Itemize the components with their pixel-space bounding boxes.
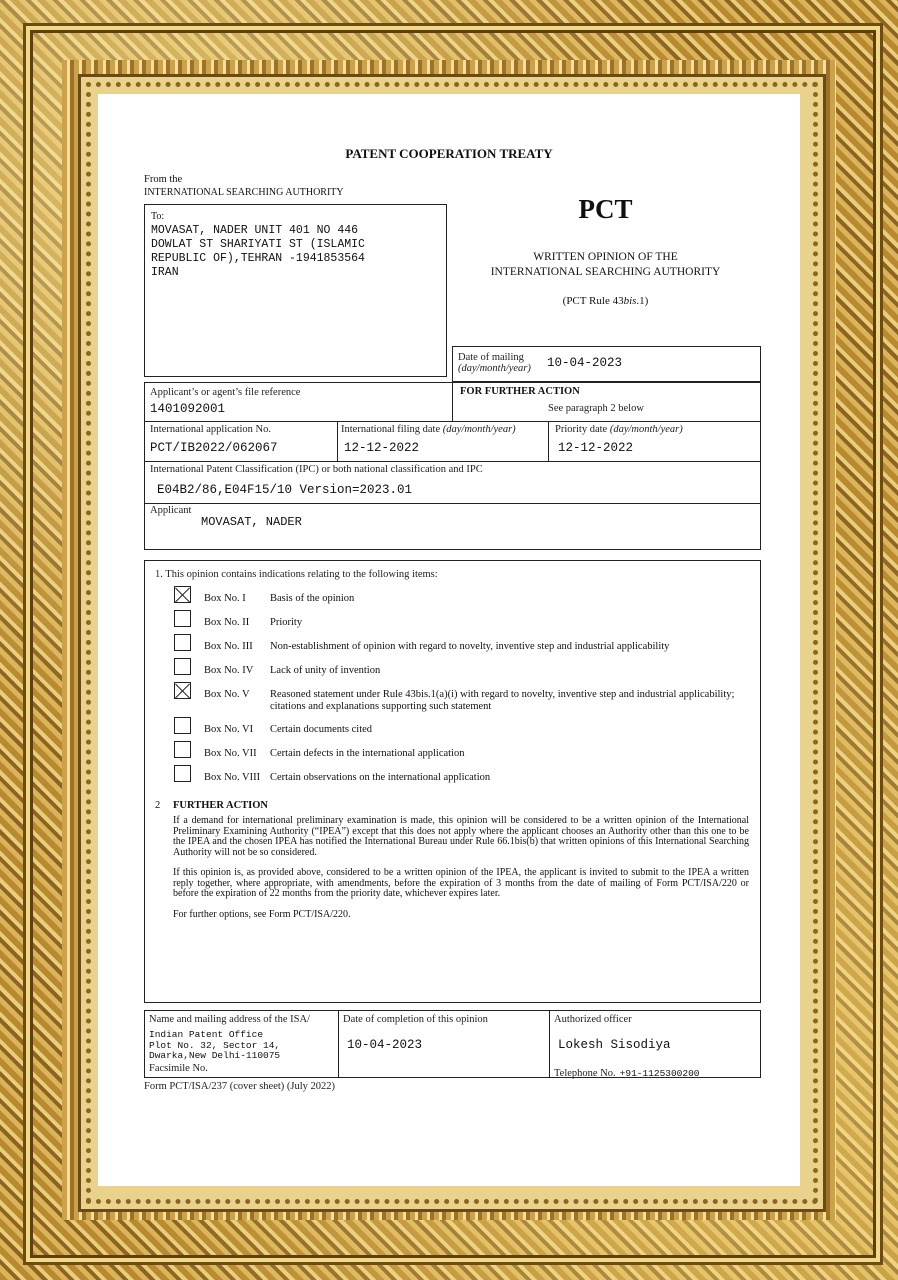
telephone-number: +91-1125300200 xyxy=(619,1068,700,1079)
address-line: REPUBLIC OF),TEHRAN -1941853564 xyxy=(151,252,365,265)
file-ref-label: Applicant’s or agent’s file reference xyxy=(150,387,301,398)
further-action-cell xyxy=(452,383,761,422)
item-desc: Certain documents cited xyxy=(270,724,373,735)
isa-address xyxy=(149,1030,280,1062)
item-box-no: Box No. I xyxy=(204,593,246,604)
app-no-value: PCT/IB2022/062067 xyxy=(150,441,278,455)
item-desc: Lack of unity of invention xyxy=(270,665,381,676)
officer-name: Lokesh Sisodiya xyxy=(558,1038,671,1052)
telephone-label: Telephone No. xyxy=(554,1068,616,1079)
mailing-date-format: (day/month/year) xyxy=(458,363,531,374)
filing-date-label: International filing date (day/month/year) xyxy=(341,424,516,435)
item-box-no: Box No. V xyxy=(204,689,250,700)
further-action-paragraph-3: For further options, see Form PCT/ISA/220. xyxy=(173,909,351,920)
facsimile-label: Facsimile No. xyxy=(149,1063,208,1074)
telephone-line xyxy=(554,1063,700,1081)
item-box-no: Box No. III xyxy=(204,641,253,652)
from-authority: INTERNATIONAL SEARCHING AUTHORITY xyxy=(144,187,344,198)
item-checkbox-box-iv xyxy=(174,658,191,675)
pct-heading: PCT xyxy=(578,194,633,224)
isa-label: Name and mailing address of the ISA/ xyxy=(149,1014,310,1025)
item-checkbox-box-iii xyxy=(174,634,191,651)
authorized-officer-cell xyxy=(549,1011,761,1077)
item-checkbox-box-i xyxy=(174,586,191,603)
file-ref-value: 1401092001 xyxy=(150,402,226,416)
ipc-label: International Patent Classification (IPC) or both national classification and IPC xyxy=(150,464,483,475)
items-intro: 1. This opinion contains indications relating to the following items: xyxy=(155,569,438,580)
item-box-no: Box No. VIII xyxy=(204,772,261,783)
item-desc: Priority xyxy=(270,617,303,628)
applicant-label: Applicant xyxy=(150,505,192,516)
item-desc: Basis of the opinion xyxy=(270,593,355,604)
item-box-no: Box No. II xyxy=(204,617,250,628)
further-action-label: FOR FURTHER ACTION xyxy=(460,386,580,397)
filing-date-cell xyxy=(337,421,549,462)
priority-date-label: Priority date (day/month/year) xyxy=(555,424,683,435)
applicant-cell xyxy=(145,503,761,549)
addressee-address xyxy=(151,224,365,280)
item-checkbox-box-vii xyxy=(174,741,191,758)
address-line: MOVASAT, NADER UNIT 401 NO 446 xyxy=(151,224,359,237)
mailing-date-box xyxy=(452,346,761,382)
completion-date-label: Date of completion of this opinion xyxy=(343,1014,488,1025)
completion-date: 10-04-2023 xyxy=(347,1038,423,1052)
priority-date-cell xyxy=(548,421,761,462)
app-no-cell xyxy=(145,421,338,462)
further-action-paragraph-2: If this opinion is, as provided above, considered to be a written opinion of the IPEA, the applicant is invited to submit to the IPEA a written reply together, where appropriate, with amendments, before the expiration of 3 months from the date of mailing of Form PCT/ISA/220 or before the expiration of 22 months from the priority date, whichever expires later. xyxy=(173,867,749,900)
item-checkbox-box-ii xyxy=(174,610,191,627)
mailing-date-label: Date of mailing xyxy=(458,352,524,363)
applicant-value: MOVASAT, NADER xyxy=(201,515,302,529)
file-ref-cell xyxy=(145,383,453,422)
doc-title-line1: WRITTEN OPINION OF THE xyxy=(533,251,678,263)
item-box-no: Box No. IV xyxy=(204,665,254,676)
item-checkbox-box-vi xyxy=(174,717,191,734)
application-info-grid xyxy=(144,382,761,550)
address-line: IRAN xyxy=(151,266,179,279)
authority-footer-grid xyxy=(144,1010,761,1078)
further-action-heading: FURTHER ACTION xyxy=(173,800,269,811)
priority-date-value: 12-12-2022 xyxy=(558,441,634,455)
opinion-items-box xyxy=(144,560,761,1003)
from-line: From the xyxy=(144,174,183,185)
isa-address-cell xyxy=(145,1011,339,1077)
mailing-date: 10-04-2023 xyxy=(547,356,623,370)
form-reference: Form PCT/ISA/237 (cover sheet) (July 2022) xyxy=(144,1081,336,1092)
ipc-value: E04B2/86,E04F15/10 Version=2023.01 xyxy=(157,483,413,497)
rule-reference: (PCT Rule 43bis.1) xyxy=(562,295,649,307)
item-checkbox-box-v xyxy=(174,682,191,699)
further-action-paragraph-1: If a demand for international preliminary examination is made, this opinion will be considered to be a written opinion of the International Preliminary Examining Authority (“IPEA”) except that this does not apply where the applicant chooses an Authority other than this one to be the IPEA and the chosen IPEA has notified the International Bureau under Rule 66.1bis(b) that written opinions of this International Searching Authority will not be so considered. xyxy=(173,815,749,858)
item-box-no: Box No. VI xyxy=(204,724,254,735)
isa-address-line: Dwarka,New Delhi-110075 xyxy=(149,1050,281,1061)
filing-date-value: 12-12-2022 xyxy=(344,441,420,455)
further-action-number: 2 xyxy=(155,800,161,811)
addressee-box xyxy=(144,204,447,377)
completion-date-cell xyxy=(338,1011,550,1077)
item-box-no: Box No. VII xyxy=(204,748,257,759)
item-desc: Certain defects in the international application xyxy=(270,748,465,759)
app-no-label: International application No. xyxy=(150,424,272,435)
item-desc: Certain observations on the international application xyxy=(270,772,491,783)
to-label: To: xyxy=(151,211,165,222)
officer-label: Authorized officer xyxy=(554,1014,632,1025)
treaty-title: PATENT COOPERATION TREATY xyxy=(345,146,553,161)
isa-address-line: Indian Patent Office xyxy=(149,1029,264,1040)
item-desc: Non-establishment of opinion with regard to novelty, inventive step and industrial applicability xyxy=(270,641,670,652)
item-desc: Reasoned statement under Rule 43bis.1(a)(i) with regard to novelty, inventive step and industrial applicability; citations and explanations supporting such statement xyxy=(270,689,735,712)
ipc-cell xyxy=(145,461,761,504)
item-checkbox-box-viii xyxy=(174,765,191,782)
isa-address-line: Plot No. 32, Sector 14, xyxy=(149,1039,281,1051)
address-line: DOWLAT ST SHARIYATI ST (ISLAMIC xyxy=(151,238,365,251)
further-action-note: See paragraph 2 below xyxy=(548,403,644,414)
certificate-paper xyxy=(98,94,800,1186)
doc-title-line2: INTERNATIONAL SEARCHING AUTHORITY xyxy=(490,266,721,278)
